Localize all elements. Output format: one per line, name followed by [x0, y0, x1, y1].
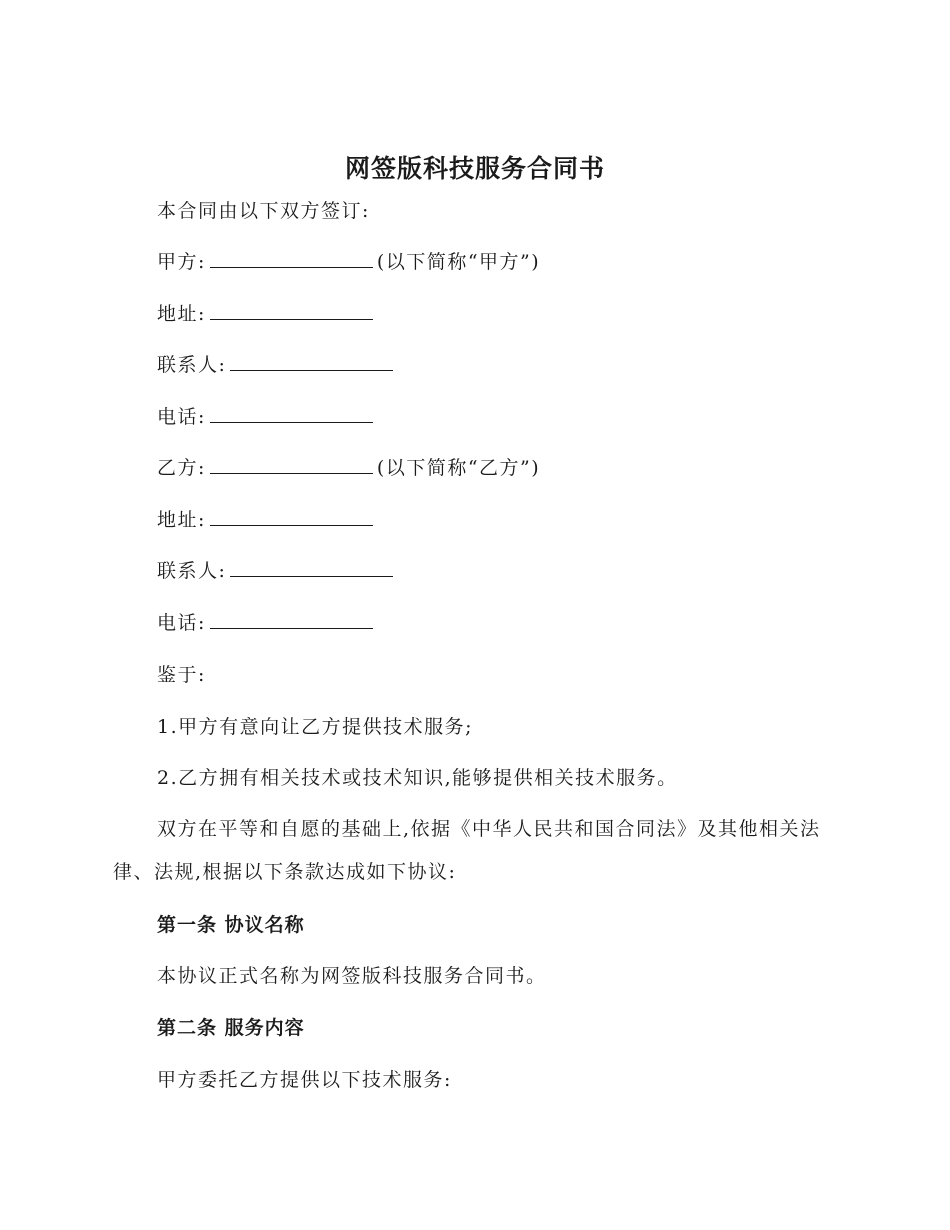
party-b-name-label: 乙方:: [157, 457, 206, 479]
article-1-body: 本协议正式名称为网签版科技服务合同书。: [157, 965, 547, 987]
party-b-contact-blank: [230, 558, 393, 577]
party-a-address-blank: [210, 301, 373, 320]
party-b-name-suffix: (以下简称“乙方”): [376, 457, 541, 479]
whereas-item: 2.乙方拥有相关技术或技术知识,能够提供相关技术服务。: [157, 767, 678, 789]
party-a-phone-label: 电话:: [157, 406, 206, 428]
party-b-name-blank: [210, 455, 373, 474]
party-a-contact-blank: [230, 352, 393, 371]
party-b-name-row: [157, 454, 540, 482]
party-b-address-label: 地址:: [157, 509, 206, 531]
party-b-phone-blank: [210, 610, 373, 629]
article-2-heading: 第二条 服务内容: [157, 1017, 305, 1039]
party-a-address-label: 地址:: [157, 303, 206, 325]
party-b-address-row: [157, 506, 377, 534]
party-a-name-blank: [210, 249, 373, 268]
party-b-phone-label: 电话:: [157, 612, 206, 634]
article-1-heading: 第一条 协议名称: [157, 914, 305, 936]
party-a-phone-row: [157, 403, 377, 431]
party-b-address-blank: [210, 507, 373, 526]
party-b-contact-row: [157, 557, 397, 585]
party-a-contact-label: 联系人:: [157, 354, 227, 376]
party-a-address-row: [157, 300, 377, 328]
preamble-paragraph: 双方在平等和自愿的基础上,依据《中华人民共和国合同法》及其他相关法律、法规,根据以下条款达成如下协议:: [113, 818, 821, 883]
party-a-contact-row: [157, 351, 397, 379]
party-a-phone-blank: [210, 404, 373, 423]
whereas-label: 鉴于:: [157, 664, 206, 686]
article-2-body: 甲方委托乙方提供以下技术服务:: [157, 1069, 452, 1091]
whereas-item: 1.甲方有意向让乙方提供技术服务;: [157, 716, 474, 738]
party-a-name-row: [157, 248, 540, 276]
party-a-name-suffix: (以下简称“甲方”): [376, 251, 541, 273]
party-b-phone-row: [157, 609, 377, 637]
document-title: 网签版科技服务合同书: [344, 154, 605, 183]
intro-text: 本合同由以下双方签订:: [157, 200, 370, 222]
party-b-contact-label: 联系人:: [157, 560, 227, 582]
party-a-name-label: 甲方:: [157, 251, 206, 273]
